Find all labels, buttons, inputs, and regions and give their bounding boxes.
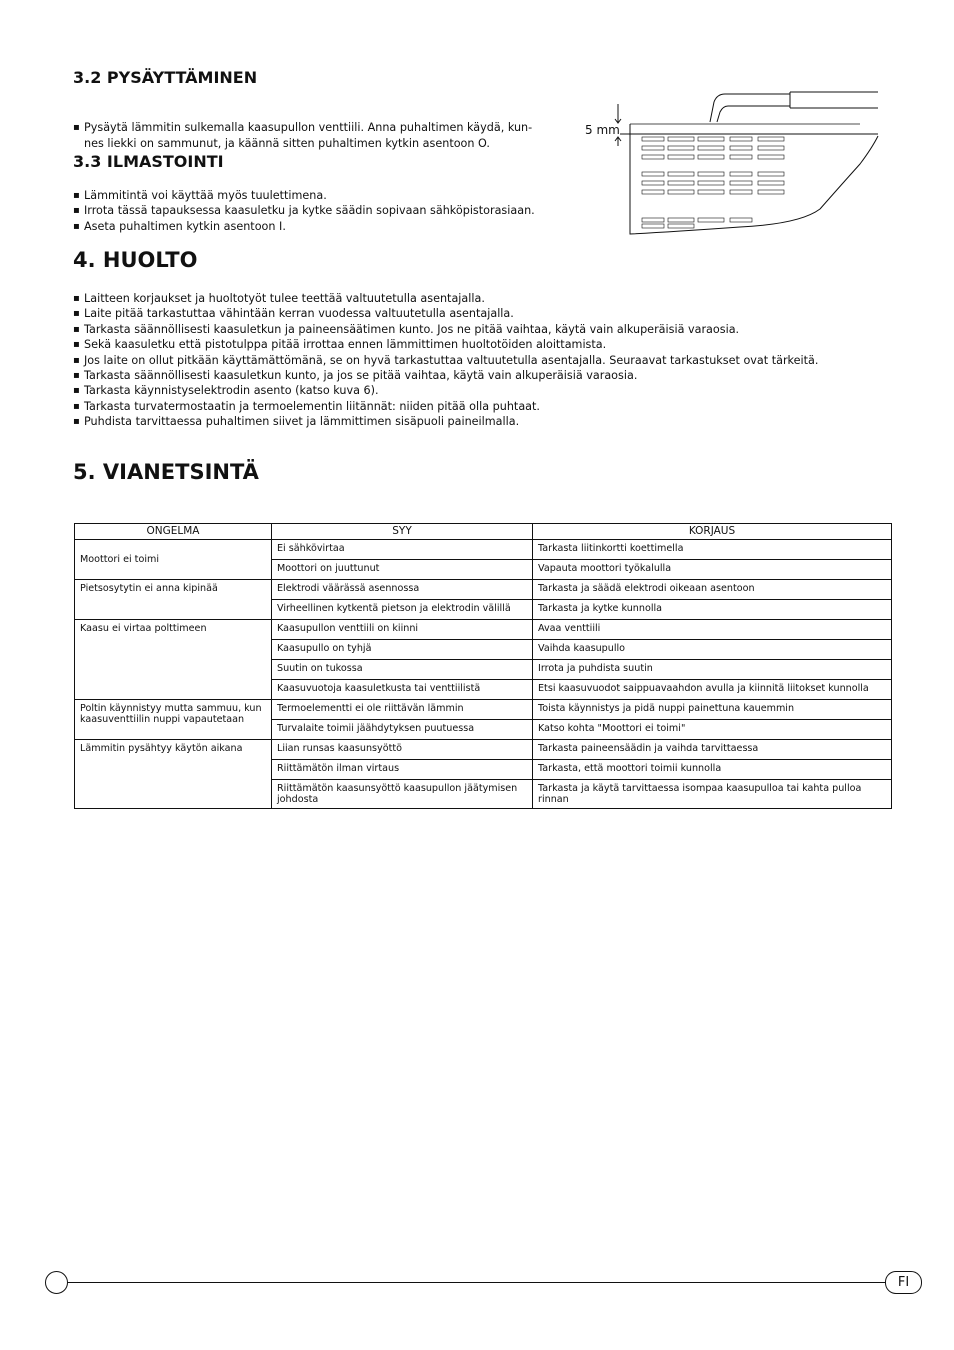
section-3-3-title: 3.3 ILMASTOINTI	[73, 152, 224, 171]
fix-cell: Tarkasta, että moottori toimii kunnolla	[533, 760, 892, 780]
list-item: ▪ Aseta puhaltimen kytkin asentoon I.	[73, 219, 573, 234]
cause-cell: Riittämätön kaasunsyöttö kaasupullon jäätymisen johdosta	[272, 780, 533, 809]
list-item: ▪ Tarkasta käynnistyselektrodin asento (katso kuva 6).	[73, 383, 893, 398]
problem-cell: Moottori ei toimi	[75, 540, 272, 580]
cause-cell: Riittämätön ilman virtaus	[272, 760, 533, 780]
cause-cell: Moottori on juuttunut	[272, 560, 533, 580]
table-row	[75, 580, 892, 600]
cause-cell: Kaasuvuotoja kaasuletkusta tai venttiilistä	[272, 680, 533, 700]
fix-cell: Irrota ja puhdista suutin	[533, 660, 892, 680]
cause-cell: Elektrodi väärässä asennossa	[272, 580, 533, 600]
fix-cell: Toista käynnistys ja pidä nuppi painettuna kauemmin	[533, 700, 892, 720]
header-cause: SYY	[272, 524, 533, 540]
footer-rule	[66, 1282, 886, 1283]
header-problem: ONGELMA	[75, 524, 272, 540]
list-item: ▪ Lämmitintä voi käyttää myös tuulettimena.	[73, 188, 573, 203]
fix-cell: Katso kohta "Moottori ei toimi"	[533, 720, 892, 740]
list-item: ▪ Tarkasta säännöllisesti kaasuletkun kunto, ja jos se pitää vaihtaa, käytä vain alkuperäisiä varaosia.	[73, 368, 893, 383]
problem-cell: Lämmitin pysähtyy käytön aikana	[75, 740, 272, 809]
fix-cell: Vapauta moottori työkalulla	[533, 560, 892, 580]
figure-dimension-label: 5 mm	[585, 123, 620, 137]
list-item: ▪ Puhdista tarvittaessa puhaltimen siivet ja lämmittimen sisäpuoli paineilmalla.	[73, 414, 893, 429]
cause-cell: Liian runsas kaasunsyöttö	[272, 740, 533, 760]
problem-cell: Kaasu ei virtaa polttimeen	[75, 620, 272, 700]
fix-cell: Etsi kaasuvuodot saippuavaahdon avulla ja kiinnitä liitokset kunnolla	[533, 680, 892, 700]
burner-electrode-figure	[580, 84, 880, 244]
cause-cell: Virheellinen kytkentä pietson ja elektrodin välillä	[272, 600, 533, 620]
problem-cell: Pietsosytytin ei anna kipinää	[75, 580, 272, 620]
problem-cell: Poltin käynnistyy mutta sammuu, kun kaasuventtiilin nuppi vapautetaan	[75, 700, 272, 740]
section-4-list	[73, 291, 893, 430]
fix-cell: Avaa venttiili	[533, 620, 892, 640]
fix-cell: Tarkasta ja kytke kunnolla	[533, 600, 892, 620]
section-3-2-title: 3.2 PYSÄYTTÄMINEN	[73, 68, 258, 87]
fix-cell: Tarkasta ja käytä tarvittaessa isompaa kaasupulloa tai kahta pulloa rinnan	[533, 780, 892, 809]
section-5-title: 5. VIANETSINTÄ	[73, 460, 259, 484]
section-3-3-list	[73, 188, 573, 234]
table-row	[75, 740, 892, 760]
list-item: ▪ Jos laite on ollut pitkään käyttämättömänä, se on hyvä tarkastuttaa valtuutetulla asentajalla. Seuraavat tarkastukset ovat tärkeitä.	[73, 353, 893, 368]
cause-cell: Kaasupullon venttiili on kiinni	[272, 620, 533, 640]
list-item: ▪ Sekä kaasuletku että pistotulppa pitää irrottaa ennen lämmittimen huoltotöiden aloittamista.	[73, 337, 893, 352]
list-item: ▪ Tarkasta turvatermostaatin ja termoelementin liitännät: niiden pitää olla puhtaat.	[73, 399, 893, 414]
cause-cell: Ei sähkövirtaa	[272, 540, 533, 560]
list-item: ▪ Pysäytä lämmitin sulkemalla kaasupullon venttiili. Anna puhaltimen käydä, kun- nes liekki on sammunut, ja käännä sitten puhaltimen kytkin asentoon O.	[73, 120, 573, 151]
troubleshooting-table	[74, 523, 892, 809]
cause-cell: Termoelementti ei ole riittävän lämmin	[272, 700, 533, 720]
footer-page-circle	[45, 1271, 68, 1294]
list-item: ▪ Tarkasta säännöllisesti kaasuletkun ja paineensäätimen kunto. Jos ne pitää vaihtaa, käytä vain alkuperäisiä varaosia.	[73, 322, 893, 337]
table-header-row	[75, 524, 892, 540]
list-item: ▪ Laitteen korjaukset ja huoltotyöt tulee teettää valtuutetulla asentajalla.	[73, 291, 893, 306]
list-item: ▪ Irrota tässä tapauksessa kaasuletku ja kytke säädin sopivaan sähköpistorasiaan.	[73, 203, 573, 218]
footer-language-label: FI	[885, 1271, 922, 1294]
fix-cell: Tarkasta liitinkortti koettimella	[533, 540, 892, 560]
cause-cell: Turvalaite toimii jäähdytyksen puutuessa	[272, 720, 533, 740]
cause-cell: Suutin on tukossa	[272, 660, 533, 680]
list-item: ▪ Laite pitää tarkastuttaa vähintään kerran vuodessa valtuutetulla asentajalla.	[73, 306, 893, 321]
header-fix: KORJAUS	[533, 524, 892, 540]
fix-cell: Tarkasta paineensäädin ja vaihda tarvittaessa	[533, 740, 892, 760]
table-row	[75, 700, 892, 720]
cause-cell: Kaasupullo on tyhjä	[272, 640, 533, 660]
table-row	[75, 540, 892, 560]
table-row	[75, 620, 892, 640]
section-4-title: 4. HUOLTO	[73, 248, 198, 272]
fix-cell: Vaihda kaasupullo	[533, 640, 892, 660]
fix-cell: Tarkasta ja säädä elektrodi oikeaan asentoon	[533, 580, 892, 600]
